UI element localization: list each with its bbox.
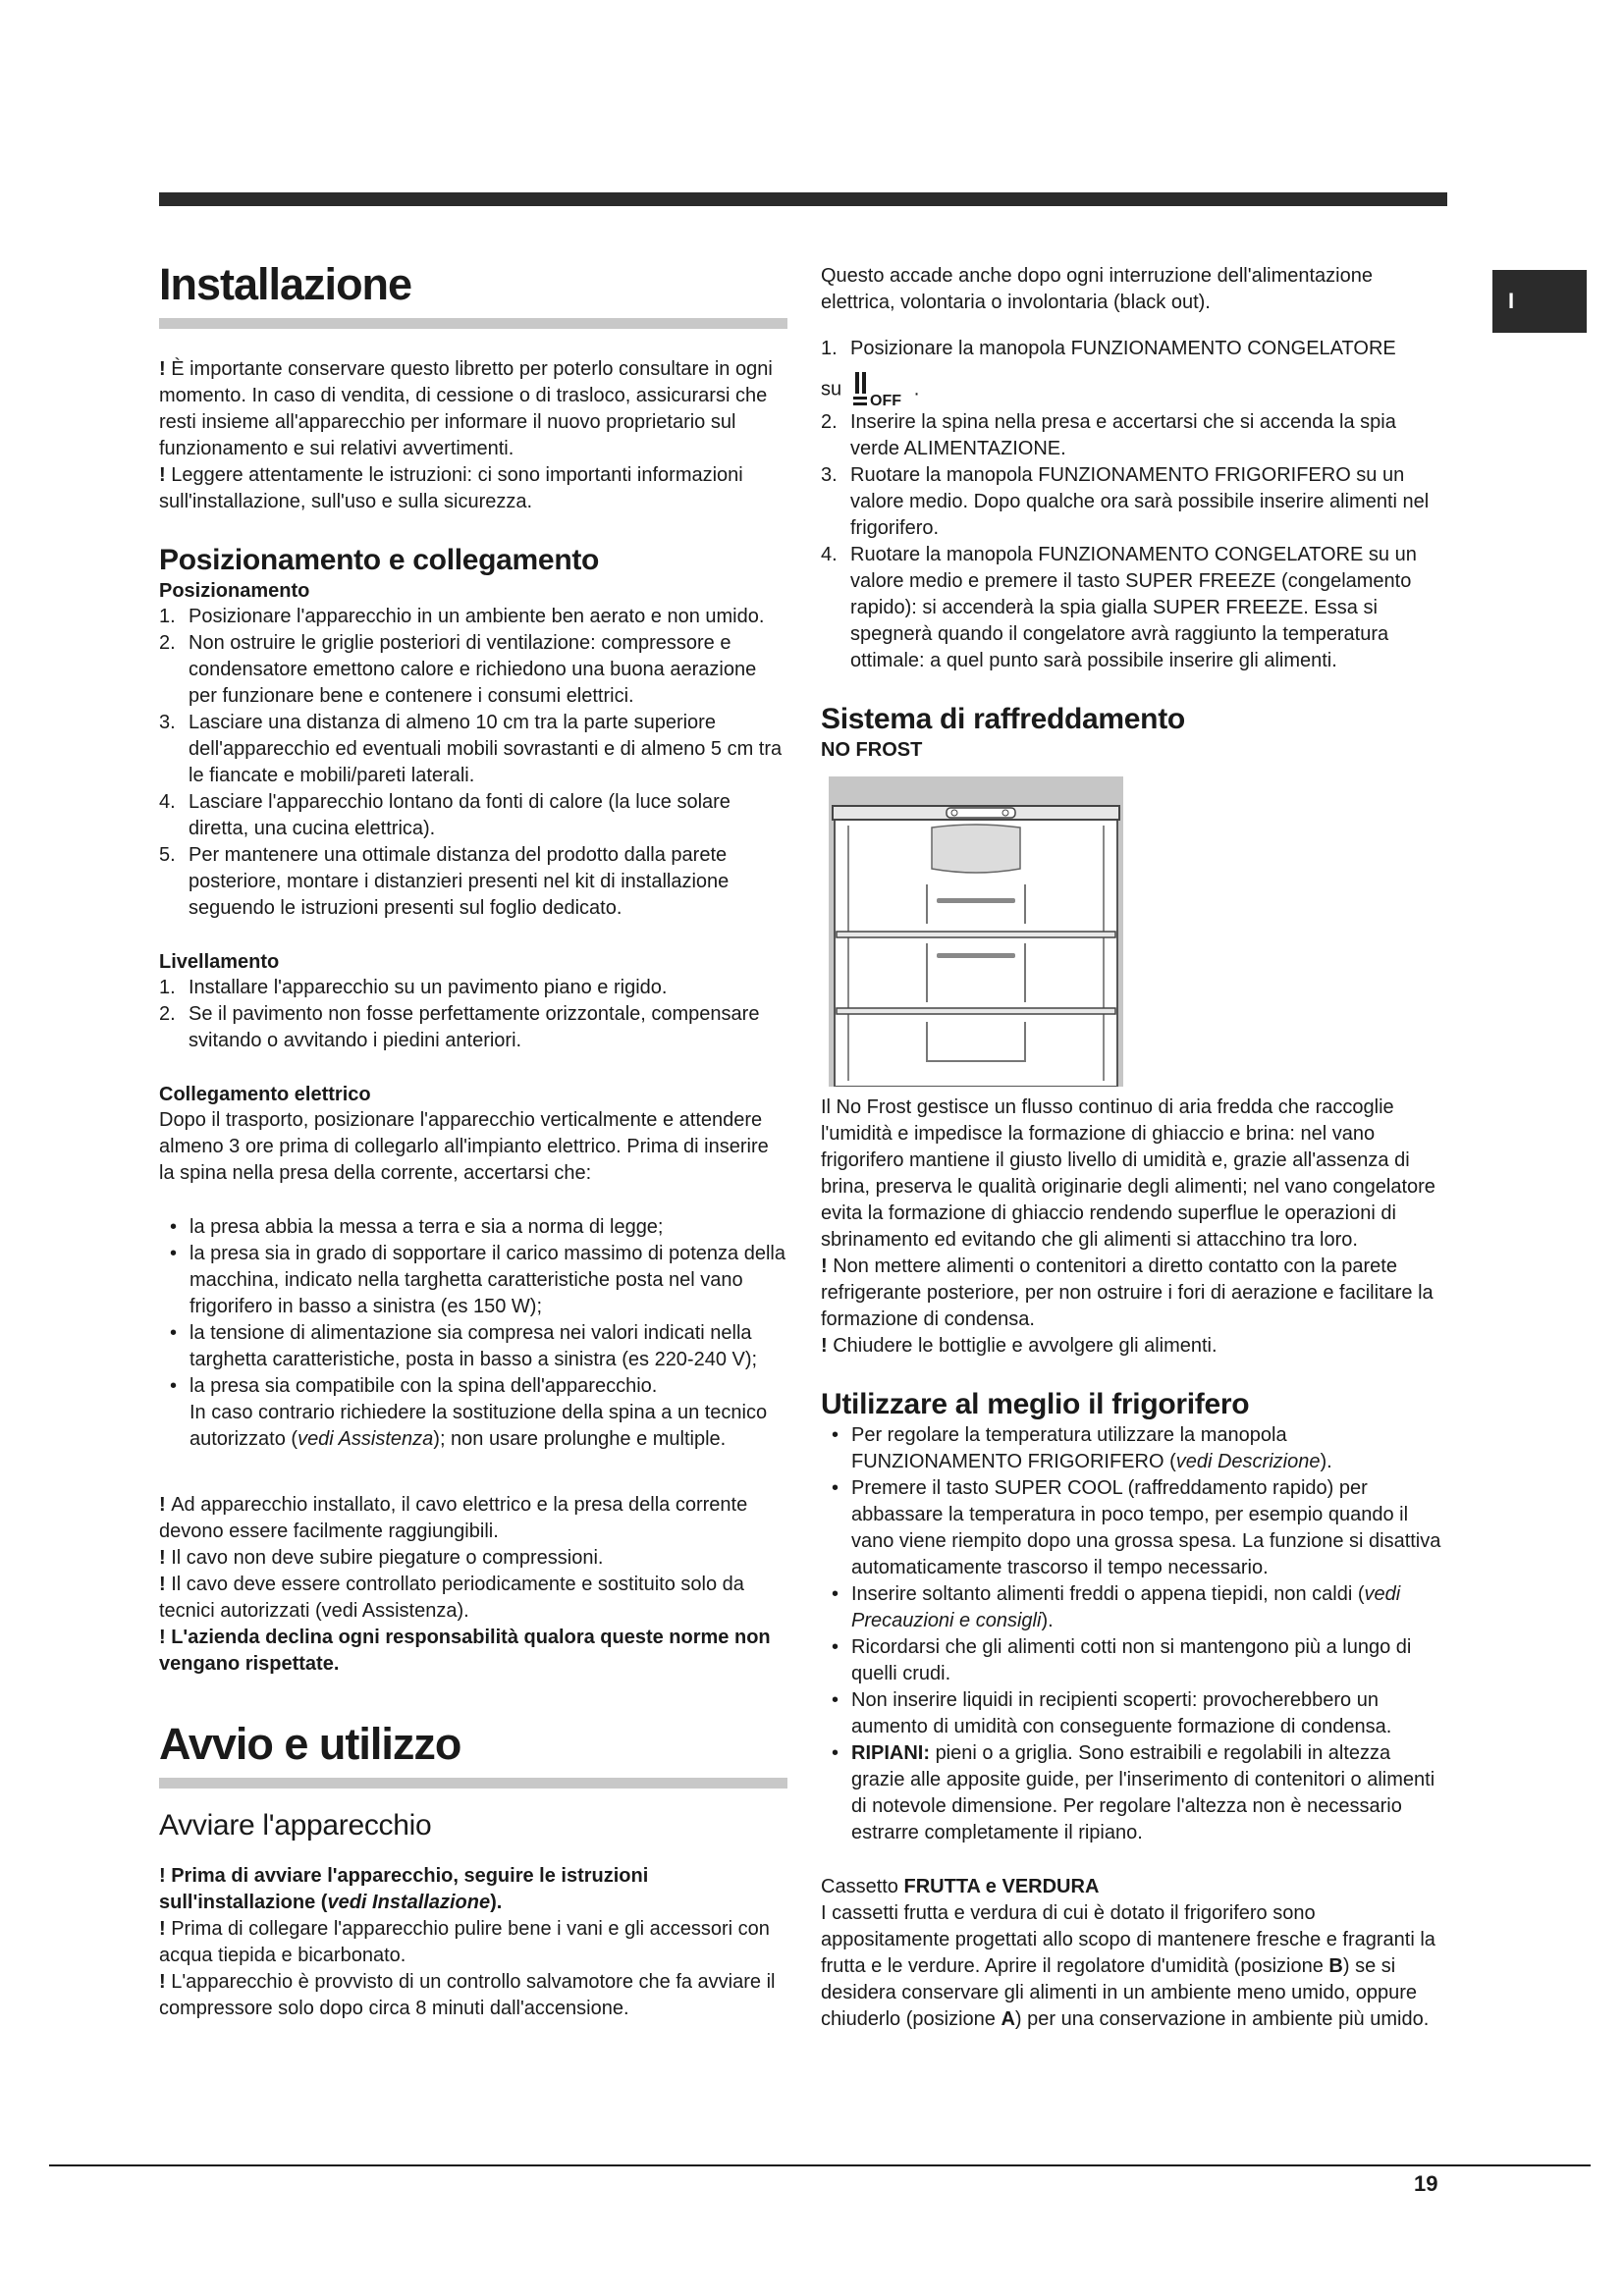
list-item: • Ricordarsi che gli alimenti cotti non si mantengono più a lungo di quelli crudi. [821, 1634, 1449, 1687]
heading-sistema: Sistema di raffreddamento [821, 703, 1185, 735]
livellamento-list [159, 975, 787, 1054]
avvio-bold-note: ! Prima di avviare l'apparecchio, seguire le istruzioni sull'installazione (vedi Installazione). [159, 1865, 649, 1913]
subheading-livellamento: Livellamento [159, 951, 280, 973]
fridge-drawing [829, 776, 1123, 1087]
list-item: • Inserire soltanto alimenti freddi o appena tiepidi, non caldi (vedi Precauzioni e consigli). [821, 1581, 1449, 1634]
collegamento-list [159, 1214, 787, 1400]
list-item: • RIPIANI: pieni o a griglia. Sono estraibili e regolabili in altezza grazie alle apposite guide, per l'inserimento di contenitori o alimenti di notevole dimensione. Per regolare l'altezza non è necessario estrarre completamente il ripiano. [821, 1740, 1449, 1846]
page-number: 19 [1414, 2171, 1438, 2196]
utilizzare-list [821, 1422, 1449, 1846]
intro-paragraph: ! Leggere attentamente le istruzioni: ci sono importanti informazioni sull'installazione, sull'uso e sulla sicurezza. [159, 464, 743, 512]
list-item: 2. Non ostruire le griglie posteriori di ventilazione: compressore e condensatore emettono calore e richiedono una buona aerazione per funzionare bene e contenere i consumi elettrici. [159, 632, 757, 707]
list-item: • la tensione di alimentazione sia compresa nei valori indicati nella targhetta caratteristiche, posta in basso a sinistra (es 220-240 V); [159, 1320, 787, 1373]
cassetto-paragraph: I cassetti frutta e verdura di cui è dotato il frigorifero sono appositamente progettati allo scopo di mantenere fresche e fragranti la frutta e le verdure. Aprire il regolatore d'umidità (posizione B) se si desidera conservare gli alimenti in un ambiente meno umido, oppure chiuderlo (posizione A) per una conservazione in ambiente più umido. [821, 1902, 1435, 2030]
right-column [821, 263, 1449, 2033]
avvio-steps [821, 336, 1449, 674]
heading-posizionamento: Posizionamento e collegamento [159, 544, 600, 576]
list-item: 1. Installare l'apparecchio su un pavimento piano e rigido. [159, 977, 668, 998]
list-item: 2. Inserire la spina nella presa e accertarsi che si accenda la spia verde ALIMENTAZIONE. [821, 411, 1396, 459]
subheading-posizionamento: Posizionamento [159, 580, 310, 602]
warning: ! Non mettere alimenti o contenitori a diretto contatto con la parete refrigerante posteriore, per non ostruire i fori di aerazione e facilitare la formazione di condensa. [821, 1255, 1434, 1330]
avvio-note: ! Prima di collegare l'apparecchio pulire bene i vani e gli accessori con acqua tiepida e bicarbonato. [159, 1918, 770, 1966]
cassetto-heading: Cassetto FRUTTA e VERDURA [821, 1876, 1100, 1897]
list-item: • la presa sia in grado di sopportare il carico massimo di potenza della macchina, indicato nella targhetta caratteristiche posta nel vano frigorifero in basso a sinistra (es 150 W); [159, 1241, 787, 1320]
language-tab: I [1492, 270, 1587, 333]
list-item: • la presa sia compatibile con la spina dell'apparecchio. [159, 1373, 787, 1400]
right-intro: Questo accade anche dopo ogni interruzione dell'alimentazione elettrica, volontaria o involontaria (black out). [821, 265, 1373, 313]
warning: ! Il cavo non deve subire piegature o compressioni. [159, 1547, 604, 1569]
intro-paragraph: ! È importante conservare questo libretto per poterlo consultare in ogni momento. In caso di vendita, di cessione o di trasloco, assicurarsi che resti insieme all'apparecchio per informare il nuovo proprietario sul funzionamento e sui relativi avvertimenti. [159, 358, 773, 459]
list-item: 4. Ruotare la manopola FUNZIONAMENTO CONGELATORE su un valore medio e premere il tasto SUPER FREEZE (congelamento rapido): si accenderà la spia gialla SUPER FREEZE. Essa si spegnerà quando il congelatore avrà raggiunto la temperatura ottimale: a quel punto sarà possibile inserire gli alimenti. [821, 544, 1417, 671]
left-column [159, 257, 787, 2022]
heading-utilizzare: Utilizzare al meglio il frigorifero [821, 1388, 1250, 1420]
top-rule [159, 192, 1447, 206]
list-item: 2. Se il pavimento non fosse perfettamente orizzontale, compensare svitando o avvitando i piedini anteriori. [159, 1003, 760, 1051]
collegamento-extra: In caso contrario richiedere la sostituzione della spina a un tecnico autorizzato (vedi Assistenza); non usare prolunghe e multiple. [189, 1402, 768, 1450]
warning: ! Il cavo deve essere controllato periodicamente e sostituito solo da tecnici autorizzati (vedi Assistenza). [159, 1574, 744, 1622]
list-item: 4. Lasciare l'apparecchio lontano da fonti di calore (la luce solare diretta, una cucina elettrica). [159, 791, 731, 839]
heading-avviare: Avviare l'apparecchio [159, 1809, 432, 1842]
list-item: • Premere il tasto SUPER COOL (raffreddamento rapido) per abbassare la temperatura in poco tempo, per esempio quando il vano viene riempito dopo una grossa spesa. La funzione si disattiva automaticamente trascorso il tempo necessario. [821, 1475, 1449, 1581]
nofrost-paragraph: Il No Frost gestisce un flusso continuo di aria fredda che raccoglie l'umidità e impedisce la formazione di ghiaccio e brina: nel vano frigorifero mantiene il giusto livello di umidità e, grazie all'assenza di brina, preserva le qualità originarie degli alimenti; nel vano congelatore evita la formazione di ghiaccio rendendo superflue le operazioni di sbrinamento ed evitando che gli alimenti si attacchino tra loro. [821, 1096, 1435, 1251]
posizionamento-list [159, 604, 787, 922]
subheading-collegamento: Collegamento elettrico [159, 1084, 371, 1105]
section-title-installazione: Installazione [159, 257, 787, 329]
warning-bold: ! L'azienda declina ogni responsabilità qualora queste norme non vengano rispettate. [159, 1627, 771, 1675]
subheading-nofrost: NO FROST [821, 739, 923, 761]
list-item: 3. Lasciare una distanza di almeno 10 cm tra la parte superiore dell'apparecchio ed eventuali mobili sovrastanti e di almeno 5 cm tra le fiancate e mobili/pareti laterali. [159, 712, 783, 786]
section-title-avvio: Avvio e utilizzo [159, 1717, 787, 1789]
warning: ! Chiudere le bottiglie e avvolgere gli alimenti. [821, 1335, 1218, 1357]
bottom-rule [49, 2164, 1591, 2166]
warning: ! Ad apparecchio installato, il cavo elettrico e la presa della corrente devono essere facilmente raggiungibili. [159, 1494, 748, 1542]
list-item: • Per regolare la temperatura utilizzare la manopola FUNZIONAMENTO FRIGORIFERO (vedi Descrizione). [821, 1422, 1449, 1475]
svg-text:OFF: OFF [869, 393, 901, 409]
list-item: 1. Posizionare la manopola FUNZIONAMENTO CONGELATORE su OFF . [821, 338, 1396, 409]
fridge-interior-illustration [829, 776, 1123, 1087]
list-item: 3. Ruotare la manopola FUNZIONAMENTO FRIGORIFERO su un valore medio. Dopo qualche ora sarà possibile inserire alimenti nel frigorifero. [821, 464, 1430, 539]
list-item: 5. Per mantenere una ottimale distanza del prodotto dalla parete posteriore, montare i distanzieri presenti nel kit di installazione seguendo le istruzioni presenti sul foglio dedicato. [159, 844, 730, 919]
list-item: 1. Posizionare l'apparecchio in un ambiente ben aerato e non umido. [159, 606, 765, 627]
list-item: • Non inserire liquidi in recipienti scoperti: provocherebbero un aumento di umidità con conseguente formazione di condensa. [821, 1687, 1449, 1740]
avvio-note: ! L'apparecchio è provvisto di un controllo salvamotore che fa avviare il compressore solo dopo circa 8 minuti dall'accensione. [159, 1971, 776, 2019]
freezer-off-icon [851, 370, 914, 409]
list-item: • la presa abbia la messa a terra e sia a norma di legge; [159, 1214, 787, 1241]
collegamento-intro: Dopo il trasporto, posizionare l'apparecchio verticalmente e attendere almeno 3 ore prima di collegarlo all'impianto elettrico. Prima di inserire la spina nella presa della corrente, accertarsi che: [159, 1109, 769, 1184]
